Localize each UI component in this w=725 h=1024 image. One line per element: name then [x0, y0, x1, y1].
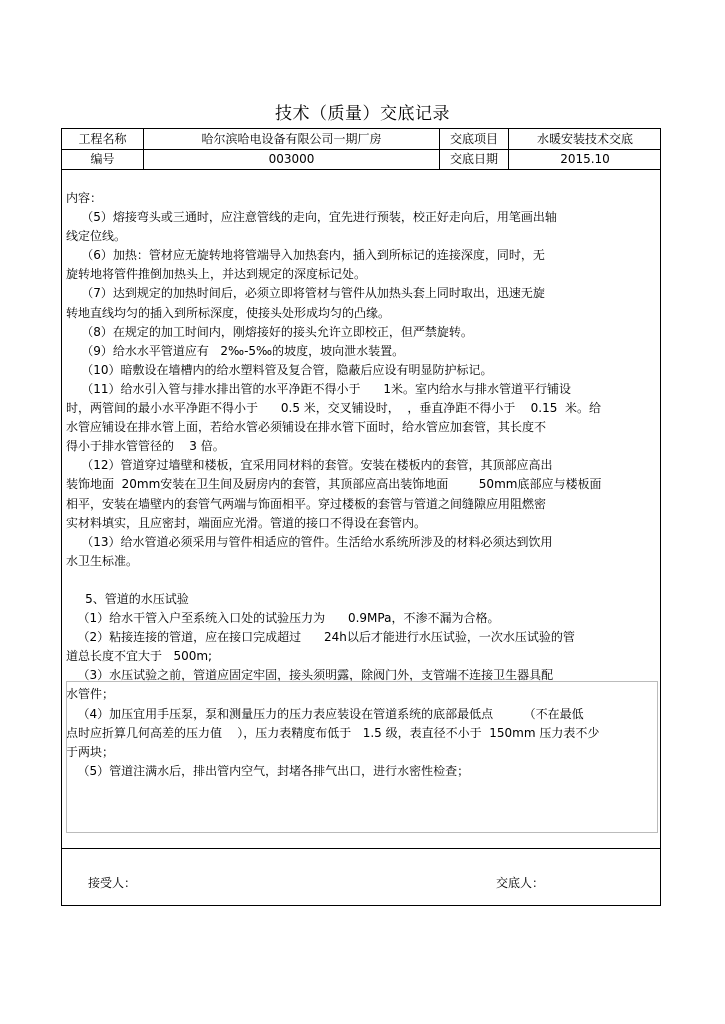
content-line: （12）管道穿过墙壁和楼板，宜采用同材料的套管。安装在楼板内的套管，其顶部应高出 [66, 458, 553, 473]
number-label: 编号 [90, 152, 115, 166]
highlight-box [66, 681, 658, 833]
record-table [61, 128, 661, 906]
content-line: 相平，安装在墙壁内的套管气两端与饰面相平。穿过楼板的套管与管道之间缝隙应用阻燃密 [66, 496, 547, 511]
content-line: 转地直线均匀的插入到所标深度，使接头处形成均匀的凸缘。 [66, 305, 391, 320]
presenter-label: 交底人： [496, 876, 545, 890]
project-name-label: 工程名称 [78, 132, 127, 146]
number-value: 003000 [268, 152, 315, 166]
content-body [66, 189, 658, 781]
content-line: （2）粘接连接的管道，应在接口完成超过 24h以后才能进行水压试验，一次水压试验的管 [66, 630, 575, 645]
page-title: 技术（质量）交底记录 [275, 104, 450, 124]
content-line: 时，两管间的最小水平净距不得小于 0.5 米，交叉铺设时， ，垂直净距不得小于 0.15 米。给 [66, 401, 602, 416]
content-line: 水管应铺设在排水管上面，若给水管必须铺设在排水管下面时，给水管应加套管，其长度不 [66, 420, 547, 435]
content-line [66, 571, 658, 590]
project-name-value: 哈尔滨哈电设备有限公司一期厂房 [201, 132, 382, 146]
content-line: 水管件； [66, 687, 115, 702]
content-line: （5）管道注满水后，排出管内空气，封堵各排气出口，进行水密性检查； [66, 763, 470, 778]
content-line: （1）给水干管入户至系统入口处的试验压力为 0.9MPa，不渗不漏为合格。 [66, 611, 500, 626]
content-line: 点时应折算几何高差的压力值 ），压力表精度布低于 1.5 级，表直径不小于 150mm 压力表不少 [66, 725, 600, 740]
content-line: 内容： [66, 191, 103, 205]
content-line: （11）给水引入管与排水排出管的水平净距不得小于 1米。室内给水与排水管道平行铺设 [66, 381, 572, 396]
content-line: 得小于排水管管径的 3 倍。 [66, 439, 225, 454]
content-line: （3）水压试验之前，管道应固定牢固，接头须明露，除阀门外，支管端不连接卫生器具配 [66, 668, 554, 683]
header-bottom-divider [62, 169, 660, 170]
content-line: （7）达到规定的加热时间后，必须立即将管材与管件从加热头套上同时取出，迅速无旋 [66, 286, 545, 301]
content-line: （8）在规定的加工时间内，刚熔接好的接头允许立即校正，但严禁旋转。 [66, 324, 473, 339]
signature-divider [62, 848, 660, 849]
content-line: （9）给水水平管道应有 2‰-5‰的坡度，坡向泄水装置。 [66, 343, 405, 358]
content-line: 水卫生标准。 [66, 553, 139, 568]
content-line: 装饰地面 20mm安装在卫生间及厨房内的套管，其顶部应高出装饰地面 50mm底部应与楼板面 [66, 477, 602, 492]
content-line: （10）暗敷设在墙槽内的给水塑料管及复合管，隐蔽后应设有明显防护标记。 [66, 362, 493, 377]
disclosure-date-value: 2015.10 [560, 152, 610, 166]
content-line: 于两块； [66, 744, 115, 759]
content-line: 实材料填实，且应密封，端面应光滑。管道的接口不得设在套管内。 [66, 515, 427, 530]
content-line: 道总长度不宜大于 500m; [66, 649, 213, 664]
content-line: （13）给水管道必须采用与管件相适应的管件。生活给水系统所涉及的材料必须达到饮用 [66, 534, 553, 549]
content-line: （4）加压宜用手压泵，泵和测量压力的压力表应装设在管道系统的底部最低点 （不在最低 [66, 706, 584, 721]
receiver-label: 接受人： [88, 876, 137, 890]
content-line: （6）加热：管材应无旋转地将管端导入加热套内，插入到所标记的连接深度，同时，无 [66, 248, 545, 263]
content-line: （5）熔接弯头或三通时，应注意管线的走向，宜先进行预装，校正好走向后，用笔画出轴 [66, 210, 557, 225]
disclosure-item-label: 交底项目 [449, 132, 498, 146]
disclosure-date-label: 交底日期 [449, 152, 498, 166]
content-line: 5、管道的水压试验 [66, 591, 189, 606]
content-line: 旋转地将管件推倒加热头上，并达到规定的深度标记处。 [66, 267, 367, 282]
disclosure-item-value: 水暖安装技术交底 [536, 132, 633, 146]
content-line: 线定位线。 [66, 229, 127, 244]
